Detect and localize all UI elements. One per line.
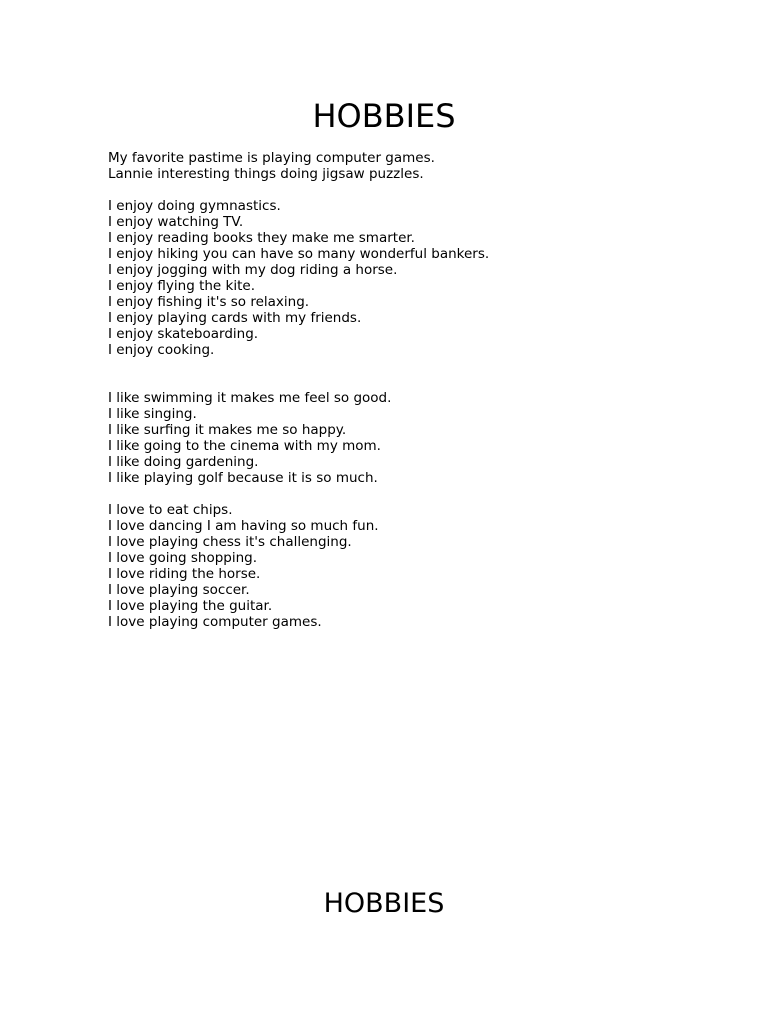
enjoy-item: I enjoy jogging with my dog riding a horse. xyxy=(108,262,398,278)
enjoy-item: I enjoy fishing it's so relaxing. xyxy=(108,294,310,310)
love-item: I love playing computer games. xyxy=(108,614,322,630)
intro-paragraph xyxy=(108,150,708,182)
footer-title: HOBBIES xyxy=(323,888,445,919)
enjoy-item: I enjoy cooking. xyxy=(108,342,215,358)
enjoy-item: I enjoy watching TV. xyxy=(108,214,244,230)
enjoy-item: I enjoy playing cards with my friends. xyxy=(108,310,362,326)
love-item: I love to eat chips. xyxy=(108,502,233,518)
like-item: I like playing golf because it is so much. xyxy=(108,470,378,486)
love-item: I love dancing I am having so much fun. xyxy=(108,518,379,534)
like-item: I like doing gardening. xyxy=(108,454,259,470)
enjoy-item: I enjoy hiking you can have so many wonderful bankers. xyxy=(108,246,490,262)
enjoy-item: I enjoy doing gymnastics. xyxy=(108,198,281,214)
enjoy-item: I enjoy skateboarding. xyxy=(108,326,259,342)
paragraph-spacer xyxy=(108,182,708,198)
love-item: I love going shopping. xyxy=(108,550,258,566)
intro-line: My favorite pastime is playing computer games. xyxy=(108,150,435,166)
like-list xyxy=(108,390,708,486)
love-list xyxy=(108,502,708,630)
love-item: I love playing the guitar. xyxy=(108,598,273,614)
intro-line: Lannie interesting things doing jigsaw puzzles. xyxy=(108,166,424,182)
like-item: I like swimming it makes me feel so good. xyxy=(108,390,392,406)
like-item: I like going to the cinema with my mom. xyxy=(108,438,381,454)
document-body xyxy=(108,150,708,630)
enjoy-item: I enjoy reading books they make me smarter. xyxy=(108,230,415,246)
love-item: I love playing soccer. xyxy=(108,582,250,598)
paragraph-spacer xyxy=(108,486,708,502)
page-title: HOBBIES xyxy=(312,97,456,135)
love-item: I love riding the horse. xyxy=(108,566,261,582)
like-item: I like singing. xyxy=(108,406,197,422)
enjoy-item: I enjoy flying the kite. xyxy=(108,278,255,294)
enjoy-list xyxy=(108,198,708,358)
like-item: I like surfing it makes me so happy. xyxy=(108,422,347,438)
love-item: I love playing chess it's challenging. xyxy=(108,534,352,550)
paragraph-spacer xyxy=(108,358,708,390)
